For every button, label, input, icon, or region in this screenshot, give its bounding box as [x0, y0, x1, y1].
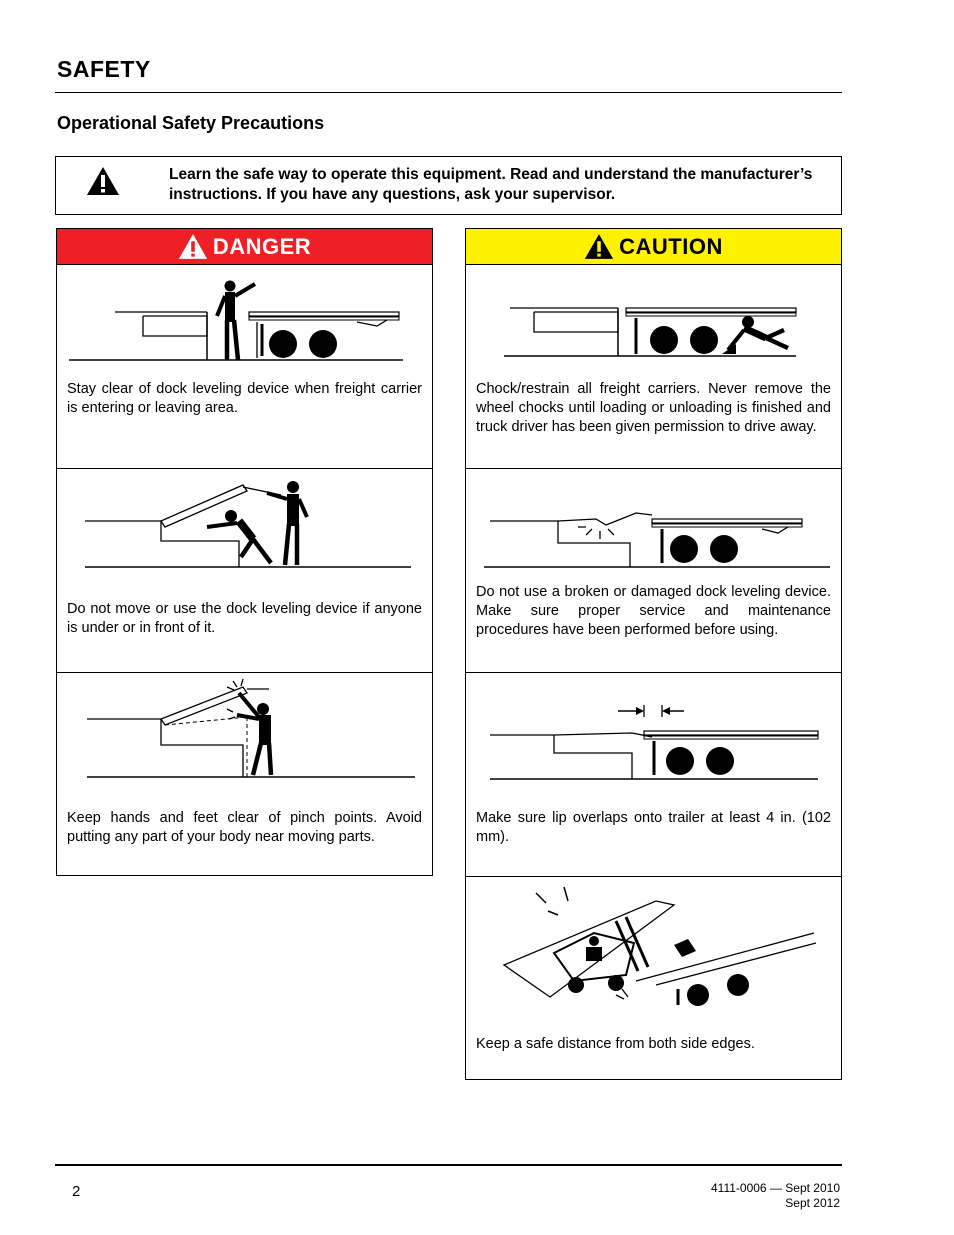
- section-title: SAFETY: [57, 56, 151, 82]
- document-id: [711, 1181, 840, 1211]
- lip-overlap-illustration: [466, 673, 841, 783]
- caution-item: [466, 672, 841, 876]
- caution-item-text: Do not use a broken or damaged dock leveling device. Make sure proper service and maintenance procedures have been performed before using.: [476, 584, 831, 638]
- forklift-side-edge-illustration: [466, 877, 841, 1007]
- document-id-line-1: 4111-0006 — Sept 2010: [711, 1181, 840, 1195]
- page-subtitle: Operational Safety Precautions: [57, 113, 325, 133]
- caution-item: [466, 468, 841, 672]
- person-under-leveler-illustration: [57, 469, 432, 579]
- danger-item: [57, 264, 432, 468]
- safety-notice-text: Learn the safe way to operate this equipment. Read and understand the manufacturer’s instructions. If you have any questions, ask your supervisor.: [169, 166, 813, 203]
- caution-item-text: Chock/restrain all freight carriers. Never remove the wheel chocks until loading or unloading is finished and truck driver has been given permission to drive away.: [476, 381, 831, 435]
- caution-warning-icon: [584, 233, 614, 260]
- danger-item-text: Stay clear of dock leveling device when freight carrier is entering or leaving area.: [67, 381, 422, 416]
- danger-item: [57, 672, 432, 876]
- damaged-leveler-illustration: [466, 469, 841, 579]
- danger-warning-icon: [178, 233, 208, 260]
- caution-item-text: Keep a safe distance from both side edges.: [476, 1036, 755, 1052]
- truck-approaching-dock-illustration: [57, 264, 432, 374]
- caution-item: [466, 876, 841, 1080]
- caution-header: [466, 229, 841, 265]
- danger-item-text: Do not move or use the dock leveling device if anyone is under or in front of it.: [67, 601, 422, 636]
- danger-item-text: Keep hands and feet clear of pinch points. Avoid putting any part of your body near moving parts.: [67, 810, 422, 845]
- page-number: 2: [72, 1183, 81, 1200]
- caution-panel: [465, 228, 842, 1080]
- header-rule: [55, 92, 842, 93]
- danger-label: DANGER: [212, 233, 312, 259]
- document-id-line-2: Sept 2012: [785, 1196, 840, 1210]
- safety-notice-box: [55, 156, 842, 215]
- caution-item-text: Make sure lip overlaps onto trailer at least 4 in. (102 mm).: [476, 810, 831, 845]
- footer-rule: [55, 1164, 842, 1166]
- danger-item: [57, 468, 432, 672]
- caution-item: [466, 264, 841, 468]
- wheel-chock-illustration: [466, 264, 841, 374]
- danger-header: [57, 229, 432, 265]
- warning-triangle-icon: [86, 166, 120, 196]
- caution-label: CAUTION: [619, 233, 723, 259]
- pinch-point-hand-illustration: [57, 673, 432, 783]
- danger-panel: [56, 228, 433, 876]
